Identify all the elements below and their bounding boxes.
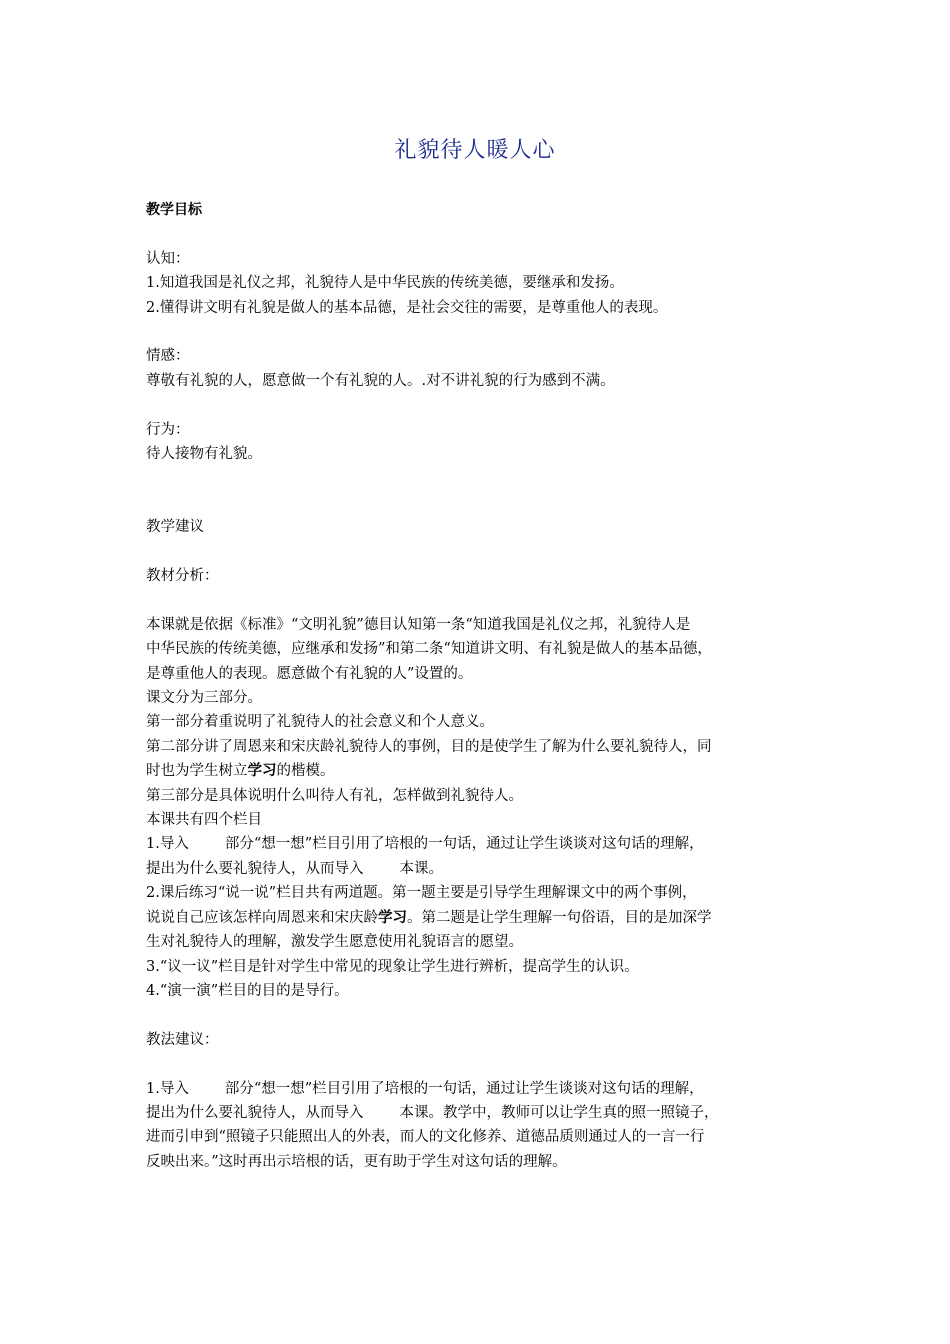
analysis-paragraph-line: 中华民族的传统美德，应继承和发扬”和第二条“知道讲文明、有礼貌是做人的基本品德，: [146, 641, 712, 658]
cognition-label: 认知：: [146, 250, 190, 267]
text-run: 说说自己应该怎样向周恩来和宋庆龄: [146, 909, 378, 926]
cognition-item-1: 1.知道我国是礼仪之邦，礼貌待人是中华民族的传统美德，要继承和发扬。: [146, 275, 624, 292]
method-1-line: [146, 1077, 816, 1101]
part-2-line: [146, 759, 816, 783]
part-3: 第三部分是具体说明什么叫待人有礼，怎样做到礼貌待人。: [146, 787, 523, 804]
analysis-label: 教材分析：: [146, 568, 219, 585]
page-title: 礼貌待人暖人心: [394, 138, 556, 163]
text-run: 1.导入: [146, 836, 189, 853]
text-run: 。第二题是让学生理解一句俗语，目的是加深学: [407, 909, 712, 926]
emotion-label: 情感：: [146, 348, 190, 365]
analysis-paragraph-line: 本课就是依据《标准》“文明礼貌”德目认知第一条“知道我国是礼仪之邦，礼貌待人是: [146, 616, 691, 633]
text-run: 的楷模。: [276, 763, 335, 780]
text-run: 提出为什么要礼貌待人，从而导入: [146, 1104, 364, 1121]
analysis-paragraph-line: 是尊重他人的表现。愿意做个有礼貌的人”设置的。: [146, 665, 473, 682]
document-body: [146, 198, 816, 1174]
parts-intro: 课文分为三部分。: [146, 690, 262, 707]
column-3: 3.“议一议”栏目是针对学生中常见的现象让学生进行辨析，提高学生的认识。: [146, 958, 639, 975]
column-1-line: [146, 832, 816, 856]
text-run: 部分“想一想”栏目引用了培根的一句话，通过让学生谈谈对这句话的理解，: [224, 836, 704, 853]
columns-intro: 本课共有四个栏目: [146, 812, 262, 829]
method-1-line: 进而引申到“照镜子只能照出人的外表，而人的文化修养、道德品质则通过人的一言一行: [146, 1129, 705, 1146]
part-2-line: 第二部分讲了周恩来和宋庆龄礼貌待人的事例，目的是使学生了解为什么要礼貌待人，同: [146, 738, 712, 755]
method-1-line: 反映出来。”这时再出示培根的话，更有助于学生对这句话的理解。: [146, 1153, 567, 1170]
bold-text-run: 学习: [247, 763, 277, 780]
part-1: 第一部分着重说明了礼貌待人的社会意义和个人意义。: [146, 714, 494, 731]
objectives-heading: 教学目标: [146, 202, 202, 218]
column-2-line: 2.课后练习“说一说”栏目共有两道题。第一题主要是引导学生理解课文中的两个事例，: [146, 885, 697, 902]
text-run: 时也为学生树立: [146, 763, 248, 780]
behavior-label: 行为：: [146, 421, 190, 438]
column-4: 4.“演一演”栏目的目的是导行。: [146, 982, 349, 999]
bold-text-run: 学习: [378, 909, 407, 926]
text-run: 部分“想一想”栏目引用了培根的一句话，通过让学生谈谈对这句话的理解，: [224, 1080, 704, 1097]
text-run: 本课。: [399, 860, 443, 877]
text-run: 提出为什么要礼貌待人，从而导入: [146, 860, 364, 877]
behavior-item-1: 待人接物有礼貌。: [146, 446, 262, 463]
cognition-item-2: 2.懂得讲文明有礼貌是做人的基本品德，是社会交往的需要，是尊重他人的表现。: [146, 299, 668, 316]
method-1-line: [146, 1101, 816, 1125]
text-run: 1.导入: [146, 1080, 189, 1097]
column-2-line: [146, 906, 816, 930]
method-label: 教法建议：: [146, 1031, 219, 1048]
column-2-line: 生对礼貌待人的理解，激发学生愿意使用礼貌语言的愿望。: [146, 934, 523, 951]
emotion-item-1: 尊敬有礼貌的人，愿意做一个有礼貌的人。.对不讲礼貌的行为感到不满。: [146, 372, 615, 389]
column-1-line: [146, 857, 816, 881]
text-run: 本课。教学中，教师可以让学生真的照一照镜子，: [399, 1104, 719, 1121]
suggestions-heading: 教学建议: [146, 519, 204, 536]
